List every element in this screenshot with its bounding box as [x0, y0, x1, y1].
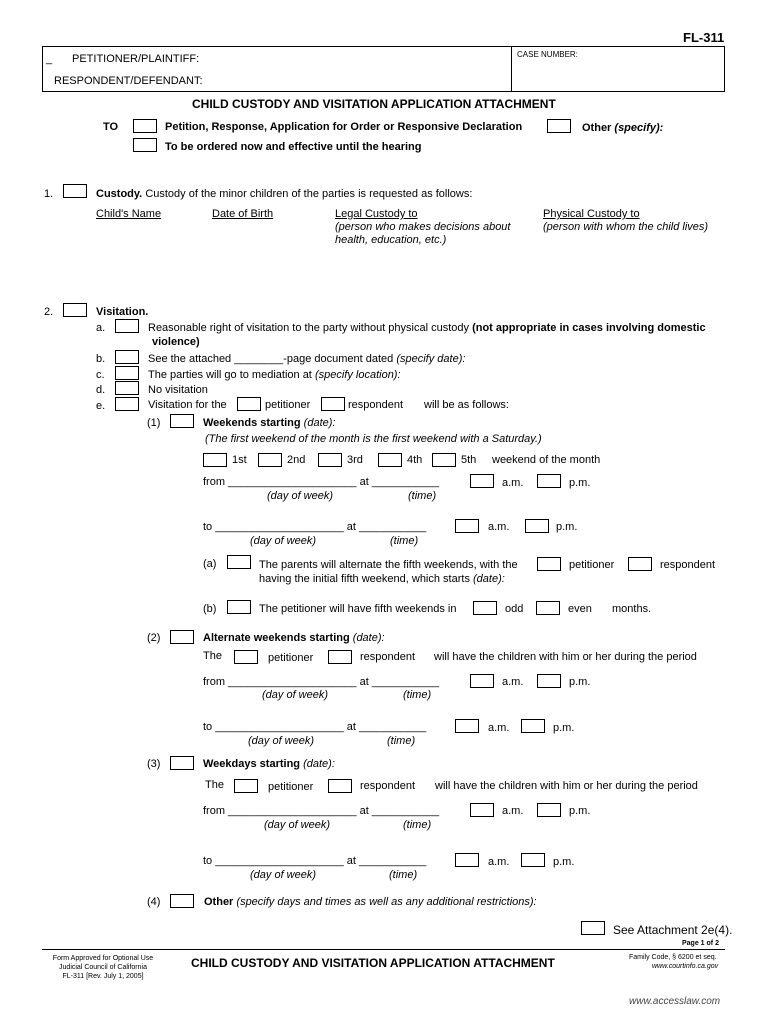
week-3rd-checkbox[interactable] — [318, 453, 342, 467]
alternate-to-am-checkbox[interactable] — [455, 719, 479, 733]
fifth-a-text3: (date): — [473, 573, 505, 585]
visit-a-letter: a. — [96, 322, 106, 334]
alternate-from-time: (time) — [403, 689, 432, 701]
alternate-to-time: (time) — [387, 735, 416, 747]
other-specify: (specify): — [614, 122, 664, 134]
weekdays-to-am-checkbox[interactable] — [455, 853, 479, 867]
fifth-a-respondent: respondent — [660, 559, 716, 571]
weekends-note: (The first weekend of the month is the first weekend with a Saturday.) — [205, 433, 542, 445]
fifth-a-respondent-checkbox[interactable] — [628, 557, 652, 571]
fifth-a-text2: having the initial fifth weekend, which starts — [259, 573, 470, 585]
weekdays-petitioner: petitioner — [268, 781, 314, 793]
fifth-a-petitioner: petitioner — [569, 559, 615, 571]
col-physical-custody: Physical Custody to — [543, 208, 640, 220]
week-label: weekend of the month — [492, 454, 601, 466]
fifth-a-text1: The parents will alternate the fifth weekends, with the — [259, 559, 518, 571]
other-visit-note: (specify days and times as well as any additional restrictions): — [236, 896, 537, 908]
custody-checkbox[interactable] — [63, 184, 87, 198]
visit-e-checkbox[interactable] — [115, 397, 139, 411]
fifth-b-checkbox[interactable] — [227, 600, 251, 614]
alternate-will-have: will have the children with him or her during the period — [434, 651, 697, 663]
page-title: CHILD CUSTODY AND VISITATION APPLICATION ATTACHMENT — [192, 97, 556, 111]
fifth-b-even-checkbox[interactable] — [536, 601, 560, 615]
weekdays-to-time: (time) — [389, 869, 418, 881]
alternate-from-pm-checkbox[interactable] — [537, 674, 561, 688]
alternate-from-am-checkbox[interactable] — [470, 674, 494, 688]
weekdays-from-time: (time) — [403, 819, 432, 831]
visit-c-letter: c. — [96, 369, 105, 381]
weekdays-heading: Weekdays starting — [203, 758, 301, 770]
visit-e-petitioner: petitioner — [265, 399, 311, 411]
weekdays-from-am-checkbox[interactable] — [470, 803, 494, 817]
visit-b-specify: (specify date): — [396, 353, 466, 365]
petitioner-dash: _ — [46, 53, 53, 65]
other-checkbox[interactable] — [547, 119, 571, 133]
fifth-b-odd: odd — [505, 603, 524, 615]
week-1st-checkbox[interactable] — [203, 453, 227, 467]
weekends-to-day-of-week: (day of week) — [250, 535, 317, 547]
fifth-a-line2 — [259, 573, 505, 585]
visit-e-petitioner-checkbox[interactable] — [237, 397, 261, 411]
weekdays-will-have: will have the children with him or her during the period — [435, 780, 698, 792]
ordered-now-option: To be ordered now and effective until the hearing — [165, 141, 422, 153]
alternate-to-line: to _____________________ at ___________ — [203, 721, 427, 733]
weekends-checkbox[interactable] — [170, 414, 194, 428]
visit-a-line — [148, 322, 706, 334]
weekdays-from-pm-checkbox[interactable] — [537, 803, 561, 817]
custody-text: Custody of the minor children of the parties is requested as follows: — [145, 188, 473, 200]
weekends-heading: Weekends starting — [203, 417, 301, 429]
visitation-checkbox[interactable] — [63, 303, 87, 317]
alternate-to-pm: p.m. — [553, 722, 575, 734]
case-number-label: CASE NUMBER: — [517, 50, 578, 59]
alternate-respondent: respondent — [360, 651, 416, 663]
week-2nd: 2nd — [287, 454, 306, 466]
weekdays-to-am: a.m. — [488, 856, 510, 868]
weekends-from-am: a.m. — [502, 477, 524, 489]
visit-b-checkbox[interactable] — [115, 350, 139, 364]
fifth-b-odd-checkbox[interactable] — [473, 601, 497, 615]
visit-d-letter: d. — [96, 384, 106, 396]
custody-line — [96, 188, 472, 200]
visit-b-text: See the attached ________-page document dated — [148, 353, 394, 365]
alternate-from-am: a.m. — [502, 676, 524, 688]
visitation-number: 2. — [44, 306, 54, 318]
week-2nd-checkbox[interactable] — [258, 453, 282, 467]
weekends-heading-note: (date): — [303, 417, 336, 429]
custody-heading: Custody. — [96, 188, 143, 200]
col-physical-note: (person with whom the child lives) — [543, 221, 709, 233]
visit-e-respondent-checkbox[interactable] — [321, 397, 345, 411]
alternate-num: (2) — [147, 632, 161, 644]
weekdays-heading-line — [203, 758, 335, 770]
footer-rule — [42, 949, 725, 950]
weekdays-to-line: to _____________________ at ___________ — [203, 855, 427, 867]
visit-d-text: No visitation — [148, 384, 208, 396]
alternate-heading-line — [203, 632, 385, 644]
alternate-from-pm: p.m. — [569, 676, 591, 688]
week-4th-checkbox[interactable] — [378, 453, 402, 467]
alternate-from-day-of-week: (day of week) — [262, 689, 329, 701]
other-num: (4) — [147, 896, 161, 908]
fifth-a-petitioner-checkbox[interactable] — [537, 557, 561, 571]
col-legal-custody: Legal Custody to — [335, 208, 418, 220]
other-visit-heading: Other — [204, 896, 234, 908]
col-date-of-birth: Date of Birth — [212, 208, 274, 220]
family-code: Family Code, § 6200 et seq. — [629, 954, 717, 961]
alternate-to-day-of-week: (day of week) — [248, 735, 315, 747]
petition-checkbox[interactable] — [133, 119, 157, 133]
alternate-petitioner: petitioner — [268, 652, 314, 664]
footer-title: CHILD CUSTODY AND VISITATION APPLICATION ATTACHMENT — [191, 956, 555, 970]
visit-e-respondent: respondent — [348, 399, 404, 411]
weekends-from-time: (time) — [408, 490, 437, 502]
weekdays-checkbox[interactable] — [170, 756, 194, 770]
alternate-heading-note: (date): — [352, 632, 385, 644]
weekdays-heading-note: (date): — [303, 758, 335, 770]
weekends-to-time: (time) — [390, 535, 419, 547]
visit-e-text1: Visitation for the — [148, 399, 227, 411]
weekdays-from-pm: p.m. — [569, 805, 591, 817]
alternate-from-line: from _____________________ at ___________ — [203, 676, 440, 688]
other-visit-line — [204, 896, 537, 908]
alternate-the: The — [203, 650, 222, 662]
weekdays-petitioner-checkbox[interactable] — [234, 779, 258, 793]
to-label: TO — [103, 121, 119, 133]
weekdays-to-pm: p.m. — [553, 856, 575, 868]
fifth-a-num: (a) — [203, 558, 217, 570]
fifth-b-even: even — [568, 603, 592, 615]
weekends-from-line: from _____________________ at ___________ — [203, 476, 440, 488]
visit-c-text: The parties will go to mediation at — [148, 369, 312, 381]
visit-a-bold: (not appropriate in cases involving domestic — [472, 322, 706, 334]
weekends-from-am-checkbox[interactable] — [470, 474, 494, 488]
visit-c-specify: (specify location): — [314, 369, 401, 381]
col-legal-note1: (person who makes decisions about — [335, 221, 511, 233]
other-option — [582, 122, 663, 134]
other-visit-checkbox[interactable] — [170, 894, 194, 908]
weekends-num: (1) — [147, 417, 161, 429]
page-number: Page 1 of 2 — [682, 940, 719, 947]
week-5th: 5th — [461, 454, 477, 466]
alternate-heading: Alternate weekends starting — [203, 632, 350, 644]
petitioner-label: PETITIONER/PLAINTIFF: — [72, 53, 200, 65]
weekends-to-am-checkbox[interactable] — [455, 519, 479, 533]
weekdays-from-am: a.m. — [502, 805, 524, 817]
weekends-to-pm: p.m. — [556, 521, 578, 533]
visit-b-letter: b. — [96, 353, 106, 365]
weekdays-num: (3) — [147, 758, 161, 770]
ordered-now-checkbox[interactable] — [133, 138, 157, 152]
col-legal-note2: health, education, etc.) — [335, 234, 447, 246]
visit-e-text2: will be as follows: — [424, 399, 509, 411]
attachment-label: See Attachment 2e(4). — [613, 923, 733, 937]
visit-a-text: Reasonable right of visitation to the party without physical custody — [148, 322, 470, 334]
attachment-checkbox[interactable] — [581, 921, 605, 935]
form-number: FL-311 — [683, 30, 725, 45]
weekdays-to-pm-checkbox[interactable] — [521, 853, 545, 867]
weekdays-from-day-of-week: (day of week) — [264, 819, 331, 831]
visit-c-line — [148, 369, 401, 381]
weekends-heading-line — [203, 417, 335, 429]
caption-divider — [511, 47, 512, 92]
alternate-to-am: a.m. — [488, 722, 510, 734]
week-3rd: 3rd — [347, 454, 363, 466]
accesslaw-watermark: www.accesslaw.com — [629, 996, 721, 1007]
week-5th-checkbox[interactable] — [432, 453, 456, 467]
weekends-to-line: to _____________________ at ___________ — [203, 521, 427, 533]
visit-b-line — [148, 353, 465, 365]
weekends-to-am: a.m. — [488, 521, 510, 533]
weekends-from-pm-checkbox[interactable] — [537, 474, 561, 488]
weekends-to-pm-checkbox[interactable] — [525, 519, 549, 533]
weekends-from-day-of-week: (day of week) — [267, 490, 334, 502]
fifth-a-checkbox[interactable] — [227, 555, 251, 569]
alternate-petitioner-checkbox[interactable] — [234, 650, 258, 664]
alternate-respondent-checkbox[interactable] — [328, 650, 352, 664]
courtinfo-url: www.courtinfo.ca.gov — [652, 963, 719, 970]
weekdays-to-day-of-week: (day of week) — [250, 869, 317, 881]
other-option-text: Other — [582, 122, 612, 134]
alternate-checkbox[interactable] — [170, 630, 194, 644]
custody-number: 1. — [44, 188, 54, 200]
weekdays-from-line: from _____________________ at ___________ — [203, 805, 440, 817]
visit-d-checkbox[interactable] — [115, 381, 139, 395]
alternate-to-pm-checkbox[interactable] — [521, 719, 545, 733]
visitation-heading: Visitation. — [96, 306, 149, 318]
weekdays-respondent-checkbox[interactable] — [328, 779, 352, 793]
week-4th: 4th — [407, 454, 423, 466]
visit-c-checkbox[interactable] — [115, 366, 139, 380]
respondent-label: RESPONDENT/DEFENDANT: — [54, 75, 203, 87]
col-child-name: Child's Name — [96, 208, 162, 220]
visit-e-letter: e. — [96, 400, 106, 412]
petition-option: Petition, Response, Application for Order or Responsive Declaration — [165, 121, 523, 133]
visit-a-bold2: violence) — [152, 336, 200, 348]
fifth-b-months: months. — [612, 603, 652, 615]
visit-a-checkbox[interactable] — [115, 319, 139, 333]
weekends-from-pm: p.m. — [569, 477, 591, 489]
approved-line2: Judicial Council of California — [59, 964, 147, 971]
week-1st: 1st — [232, 454, 247, 466]
weekdays-the: The — [205, 779, 224, 791]
fifth-b-num: (b) — [203, 603, 217, 615]
fifth-b-text: The petitioner will have fifth weekends in — [259, 603, 457, 615]
approved-line1: Form Approved for Optional Use — [52, 955, 154, 962]
approved-line3: FL-311 [Rev. July 1, 2005] — [62, 973, 144, 980]
weekdays-respondent: respondent — [360, 780, 416, 792]
